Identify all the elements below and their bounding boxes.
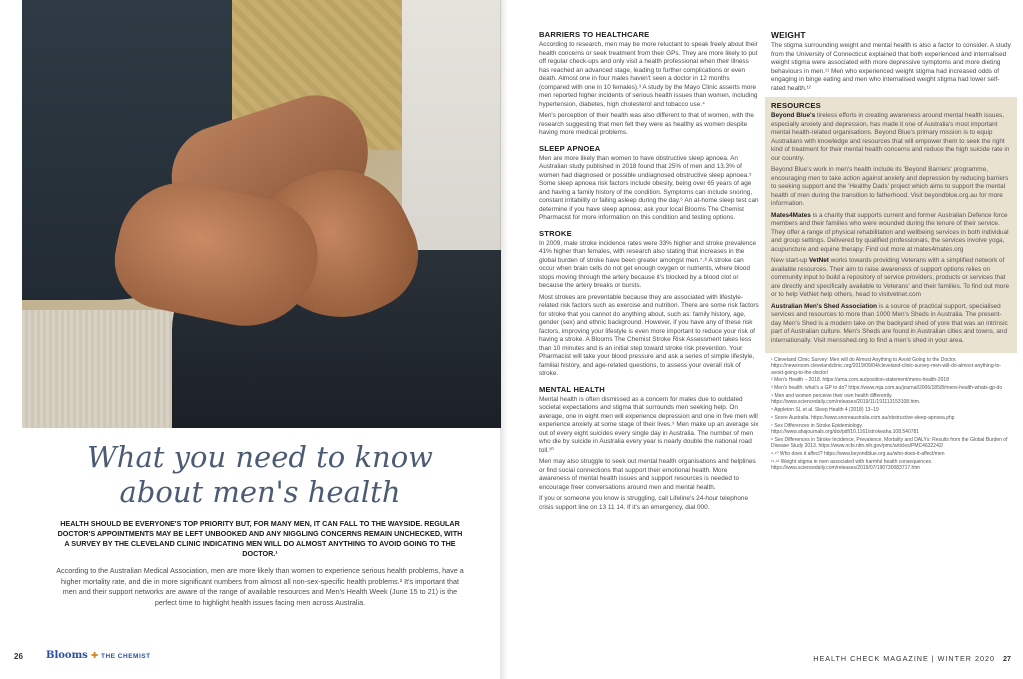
page-number-left: 26 [14,652,23,661]
resources-box [765,97,1017,353]
resource-mens-shed [771,303,1011,346]
stroke-heading: STROKE [539,228,572,238]
left-page [0,0,503,679]
sleep-paragraph: Men are more likely than women to have obstructive sleep apnoea. An Australian study published in 2018 found that 25% of men and 13.3% of women had diagnosed or possible undiagnosed obstructive sleep apnoea.⁵ Some sleep apnoea risk factors include obesity, being over 65 years of age and having a family history of the condition. Symptoms can include snoring, constant irritability or falling asleep during the day.⁶ An at-home sleep test can determine if you have sleep apnoea; ask your local Blooms The Chemist Pharmacist for more information on this condition and testing options. [539,154,759,221]
reference-item: ⁴ Men and women perceive their own health differently. https://www.sciencedaily.com/releases/2019/11/191113153108.htm. [771,392,921,406]
page-number-right: 27 [1003,654,1011,663]
article-standfirst: HEALTH SHOULD BE EVERYONE'S TOP PRIORITY BUT, FOR MANY MEN, IT CAN FALL TO THE WAYSIDE. REGULAR DOCTOR'S APPOINTMENTS MAY BE LEFT UNBOOKED AND ANY NIGGLING CONCERNS REMAIN UNCHECKED, WITH A SURVEY BY THE CLEVELAND CLINIC INDICATING MEN WILL DO ALMOST ANYTHING TO AVOID GOING TO THE DOCTOR.¹ [57,519,463,558]
resource-mates4mates-text: is a charity that supports current and former Australian Defence force members and their families who were wounded during the tenure of their service. They offer a range of physical rehabilitation and wellbeing services in both individual and group settings. Delivered by qualified professionals, the services involve yoga, acupuncture and equine therapy. Find out more at mates4mates.org [771,211,1009,253]
resource-beyond-blue-text: tireless efforts in creating awareness around mental health issues, especially anxiety and depression, has made it one of Australia's most important mental health-related organisations. Beyond Blue's primary mission is to equip Australians with knowledge and resources that will empower them to seek the right kind of treatment for their mental health concerns and reduce the high suicide rate in our country. [771,112,1010,162]
right-footer [763,654,1011,666]
right-page [503,0,1023,679]
logo-cross-icon: ✚ [91,650,98,660]
reference-item: ⁶ Snore Australia. https://www.snoreaustralia.com.au/obstructive-sleep-apnoea.php [771,414,955,421]
mental-paragraph-1: Mental health is often dismissed as a concern for males due to outdated societal expectations and stigma that surrounds men seeking help. On average, one in eight men will experience depression and one in five men will experience anxiety at some stage of their lives.⁹ Men make up an average six out of every eight suicides every single day in Australia. The number of men who die by suicide in Australia every year is nearly double the national road toll.¹⁰ [539,395,759,454]
blooms-logo [46,650,151,661]
references-list [771,357,1011,471]
barriers-heading: BARRIERS TO HEALTHCARE [539,30,650,39]
resource-beyond-blue-2: Beyond Blue's work in men's health include its 'Beyond Barriers' programme, encouraging men to take action against anxiety and depression by reducing barriers to seeking support and the 'Healthy Dads' project which aims to support the mental health of men during the transition to fatherhood. Visit beyondblue.org.au for more information. [771,166,1009,207]
reference-item: ⁸ Sex Differences in Stroke Incidence, Prevalence, Mortality and DALYs: Results from the Global Burden of Disease Study 2013. https://www.ncbi.nlm.nih.gov/pmc/articles/PMC4632242/ [771,436,1008,450]
hero-photo [22,0,501,428]
mental-paragraph-3: If you or someone you know is struggling, call Lifeline's 24-hour telephone crisis support line on 13 11 14. If it's an emergency, dial 000. [539,495,749,511]
resource-vetnet [771,257,1011,300]
reference-item: ⁹˒¹⁰ Who does it affect? https://www.beyondblue.org.au/who-does-it-affect/men [771,450,945,457]
weight-heading: WEIGHT [771,30,806,40]
stroke-paragraph-1: In 2009, male stroke incidence rates were 33% higher and stroke prevalence 41% higher than females, with research also stating that increases in the global burden of stroke have been greater amongst men.⁷˒⁸ A stroke can occur when brain cells do not get enough oxygen or nutrients, where blood stops moving through the artery because it's blocked by a blood clot or because the artery breaks or bursts. [539,239,757,289]
column-2 [771,30,1011,473]
mental-heading: MENTAL HEALTH [539,384,605,394]
headline-line-1: What you need to know [86,440,434,474]
resource-vetnet-pre: New start-up [771,257,810,264]
mental-paragraph-2: Men may also struggle to seek out mental health organisations and helplines or find social connections that support their emotional health. More awareness of mental health issues and support resources is needed to encourage freer conversations around men and mental health. [539,458,756,491]
page-gutter [500,0,508,679]
reference-item: ³ Men's health: what's a GP to do? https://www.mja.com.au/journal/2006/185/8/mens-health-whats-gp-do [771,385,1003,392]
reference-item: ⁵ Appleton SL et al. Sleep Health 4 (2018) 13–19 [771,407,879,414]
article-headline [40,440,480,510]
magazine-issue: HEALTH CHECK MAGAZINE | WINTER 2020 [813,654,995,663]
resource-beyond-blue [771,112,1011,163]
resource-beyond-blue-name: Beyond Blue's [771,112,816,119]
reference-item: ² Men's Health – 2018. https://ama.com.au/position-statement/mens-health-2018 [771,377,949,384]
resource-vetnet-name: VetNet [809,257,829,264]
sleep-heading: SLEEP APNOEA [539,143,601,153]
resources-heading: RESOURCES [771,101,821,110]
barriers-paragraph-1: According to research, men may be more reluctant to speak freely about their health concerns or seek treatment from their GPs. They are more likely to put off regular check-ups and only visit a health professional when their illness has reached an advanced stage, leading to further complications or even death. Almost one in four males haven't seen a doctor in 12 months (compared with one in 10 females).³ A study by the Mayo Clinic asserts more men reported higher incidents of serious health issues than women, including hypertension, diabetes, high cholesterol and tobacco use.⁴ [539,41,758,108]
headline-line-2: about men's health [119,475,401,509]
resource-vetnet-text: works towards providing Veterans with a simplified network of available resources. Their aim to raise awareness of support options relies on community input to build a repository of service providers, products or services that are directly and specifically available to Veterans' and their families. To find out more or to help VetNet help others, head to visitvetnet.com [771,257,1010,298]
logo-subtext: THE CHEMIST [101,653,151,660]
resource-mates4mates [771,212,1011,255]
reference-item: ¹ Cleveland Clinic Survey: Men will do Almost Anything to Avoid Going to the Doctor. https://newsroom.clevelandclinic.org/2019/09/04/cleveland-clinic-survey-men-will-do-almost-anything-to-avoid-going-to-the-doctor/ [771,357,1002,376]
weight-paragraph: The stigma surrounding weight and mental health is also a factor to consider. A study from the University of Connecticut explained that both experienced and internalised weight stigma were associated with more depressive symptoms and more dieting behaviours in men.¹¹ Men who experienced weight stigma had increased odds of engaging in binge eating and men who internalised weight stigma had lower self-rated health.¹² [771,42,1011,92]
article-intro: According to the Australian Medical Association, men are more likely than women to experience serious health problems, have a higher mortality rate, and die in more significant numbers from almost all non-sex-specific health problems.² It's important that men and their support networks are aware of the range of available resources and Men's Health Week (June 15 to 21) is the perfect time to highlight health issues facing men across Australia. [56,566,464,607]
left-footer [14,652,494,666]
reference-item: ¹¹˒¹² Weight stigma in men associated with harmful health consequences. https://www.sciencedaily.com/releases/2019/07/190730083717.htm [771,458,933,471]
barriers-paragraph-2: Men's perception of their health was also different to that of women, with the research suggesting that men felt they were as healthy as women despite having more medical problems. [539,112,754,136]
column-1 [539,30,759,515]
resource-mates4mates-name: Mates4Mates [771,211,811,219]
reference-item: ⁷ Sex Differences in Stroke Epidemiology. https://www.ahajournals.org/doi/pdf/10.1161/strokeaha.108.540781 [771,422,920,435]
stroke-paragraph-2: Most strokes are preventable because they are associated with lifestyle-related risk factors such as exercise and nutrition. There are some risk factors for stroke that you cannot do anything about, such as: family history, age, gender (sex) and ethnic background. However, if you have any of these risk factors, improving your lifestyle is even more important to reduce your risk of having a stroke. A Blooms The Chemist Stroke Risk Assessment takes less than 10 minutes and is an initial step toward stroke risk prevention. Your Pharmacist will take your blood pressure and ask a series of simple lifestyle, familial history, and age-related questions, to assess your overall risk of stroke. [539,293,759,377]
resource-mens-shed-name: Australian Men's Shed Association [771,302,878,310]
logo-wordmark: Blooms [46,650,88,661]
resource-mens-shed-text: is a source of practical support, specialised services and resources to more than 1000 Men's Sheds in Australia. The present-day Men's Shed is a modern take on the backyard shed of yore that was an intrinsic part of Australian culture. Men's Sheds are found in Australian cities and towns, and internationally. Visit mensshed.org to find a men's shed in your area. [771,302,1008,344]
